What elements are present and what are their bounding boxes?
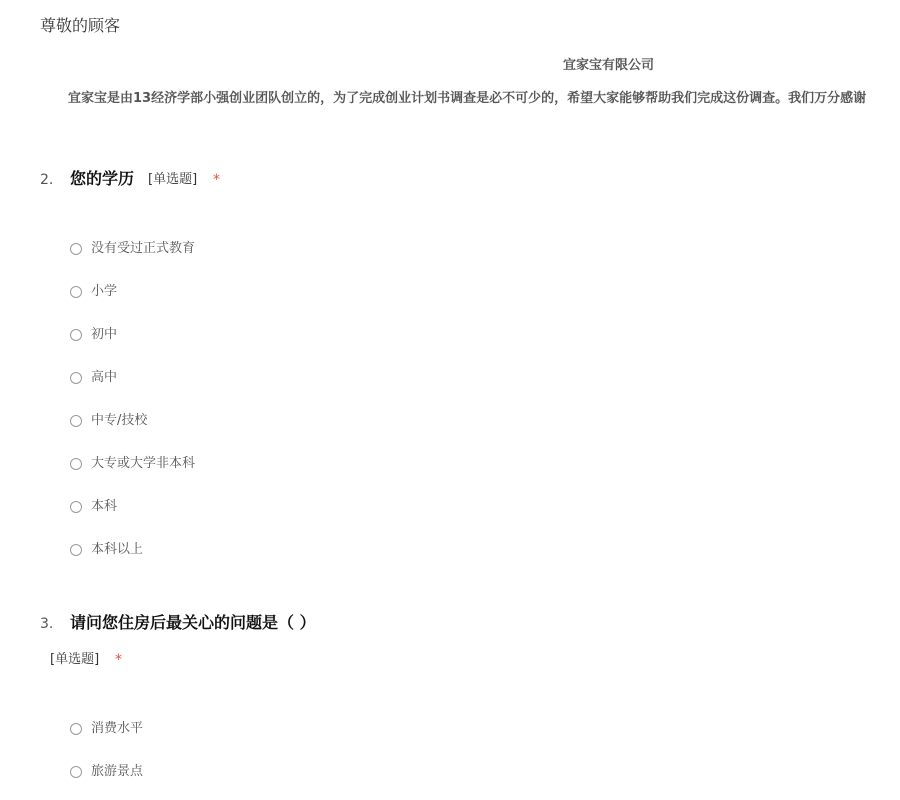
radio-option[interactable] — [70, 496, 117, 518]
radio-button[interactable] — [70, 415, 82, 427]
option-label: 高中 — [91, 370, 118, 385]
radio-button[interactable] — [70, 243, 82, 255]
required-mark: * — [213, 172, 220, 188]
radio-button[interactable] — [70, 329, 82, 341]
option-label: 中专/技校 — [91, 413, 148, 428]
option-label: 消费水平 — [91, 721, 144, 736]
question-title: 请问您住房后最关心的问题是（ ） — [70, 613, 316, 632]
radio-option[interactable] — [70, 410, 147, 432]
question-title: 您的学历 — [70, 169, 135, 188]
option-label: 大专或大学非本科 — [91, 456, 196, 471]
radio-option[interactable] — [70, 238, 195, 260]
question-number: 3. — [40, 616, 54, 632]
radio-button[interactable] — [70, 723, 82, 735]
required-mark: * — [115, 652, 122, 668]
option-label: 没有受过正式教育 — [91, 241, 196, 256]
radio-option[interactable] — [70, 281, 117, 303]
option-label: 本科以上 — [91, 542, 144, 557]
radio-button[interactable] — [70, 766, 82, 778]
question-type-label: [单选题] — [50, 652, 100, 667]
radio-option[interactable] — [70, 718, 143, 740]
option-label: 初中 — [91, 327, 118, 342]
radio-button[interactable] — [70, 372, 82, 384]
radio-button[interactable] — [70, 544, 82, 556]
greeting-text: 尊敬的顾客 — [40, 16, 121, 35]
radio-option[interactable] — [70, 453, 195, 475]
radio-button[interactable] — [70, 501, 82, 513]
radio-option[interactable] — [70, 539, 143, 561]
question-type-label: [单选题] — [148, 172, 198, 187]
radio-button[interactable] — [70, 458, 82, 470]
option-label: 旅游景点 — [91, 764, 144, 779]
company-name: 宜家宝有限公司 — [563, 58, 655, 73]
radio-option[interactable] — [70, 324, 117, 346]
question-number: 2. — [40, 172, 54, 188]
radio-option[interactable] — [70, 367, 117, 389]
radio-option[interactable] — [70, 761, 143, 783]
intro-text: 宜家宝是由13经济学部小强创业团队创立的，为了完成创业计划书调查是必不可少的，希望大家能够帮助我们完成这份调查。我们万分感谢 — [68, 91, 867, 106]
option-label: 小学 — [91, 284, 118, 299]
radio-button[interactable] — [70, 286, 82, 298]
option-label: 本科 — [91, 499, 118, 514]
